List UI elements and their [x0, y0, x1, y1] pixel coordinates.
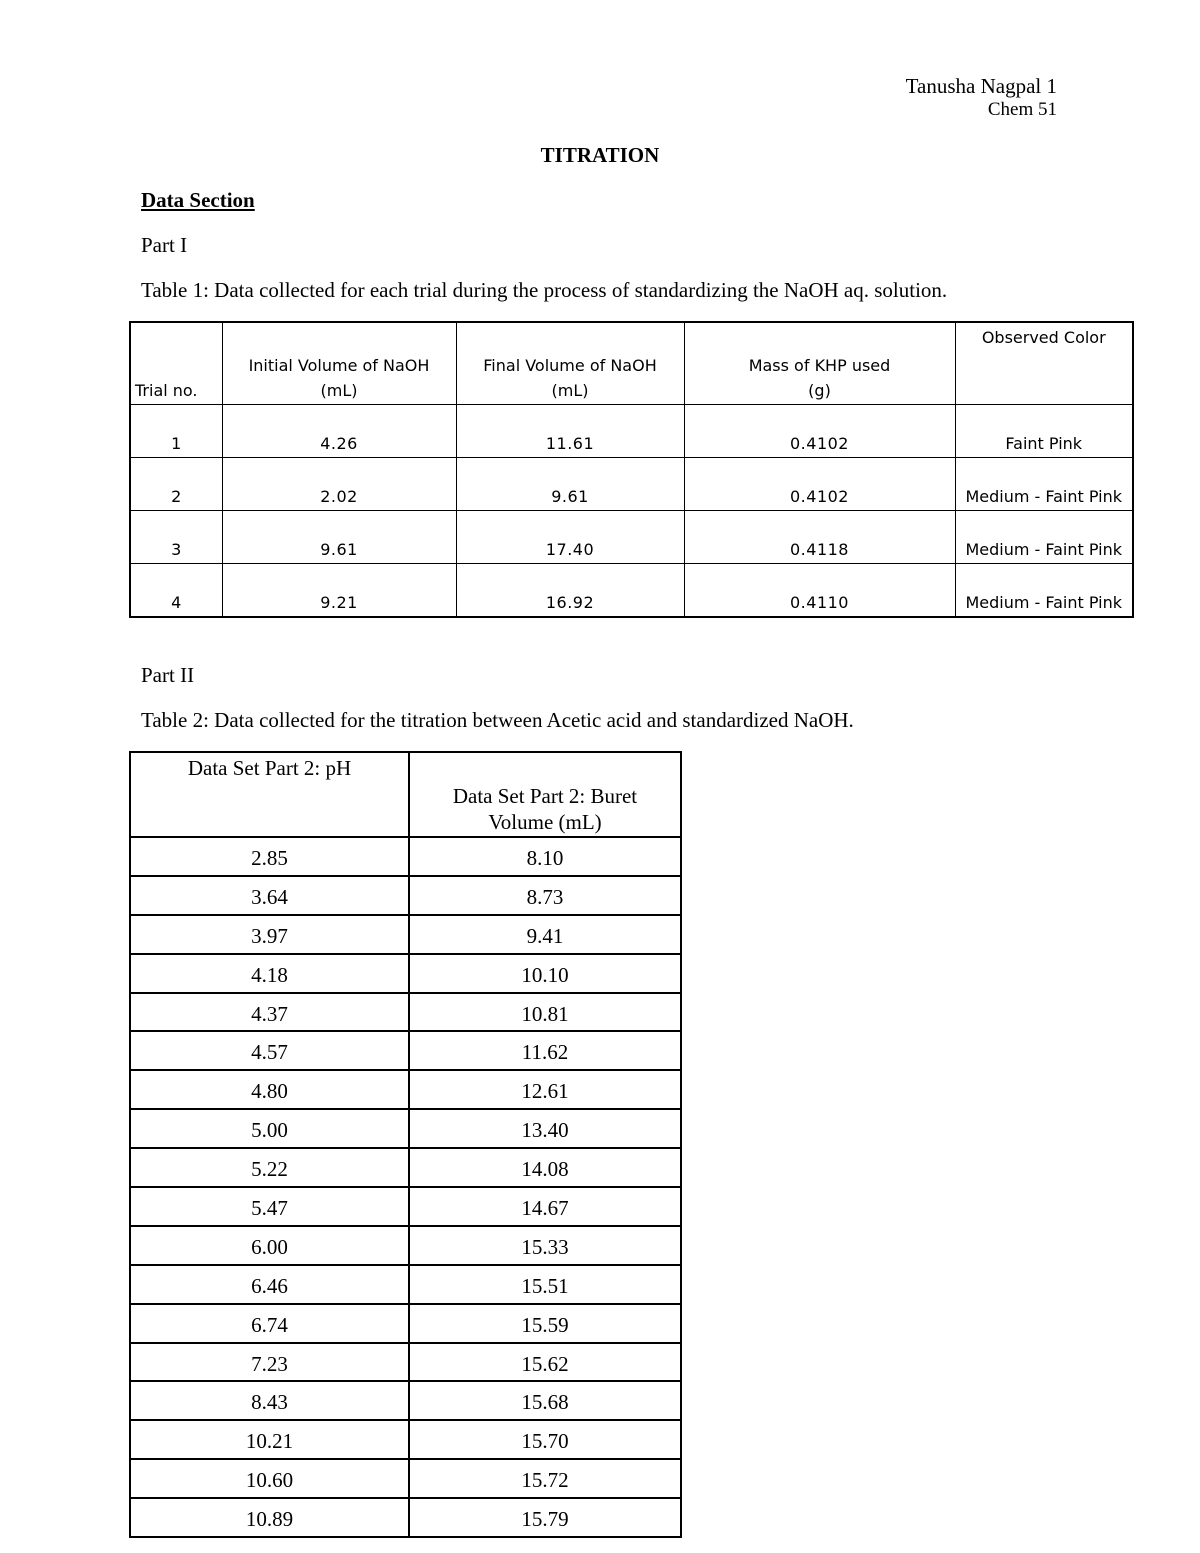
table-row: [130, 1381, 681, 1420]
ph-cell: 4.57: [130, 1031, 409, 1070]
buret-volume-cell: 13.40: [409, 1109, 681, 1148]
buret-volume-cell: 9.41: [409, 915, 681, 954]
initial-volume-cell: 9.61: [222, 511, 456, 564]
table-row: [130, 1498, 681, 1537]
ph-cell: 10.89: [130, 1498, 409, 1537]
table-row: [130, 1459, 681, 1498]
observed-color-cell: Medium - Faint Pink: [955, 458, 1133, 511]
buret-volume-cell: 15.51: [409, 1265, 681, 1304]
ph-cell: 10.60: [130, 1459, 409, 1498]
observed-color-cell: Medium - Faint Pink: [955, 511, 1133, 564]
ph-cell: 10.21: [130, 1420, 409, 1459]
buret-volume-cell: 10.81: [409, 993, 681, 1032]
part2-label: Part II: [141, 663, 195, 687]
table-row: [130, 993, 681, 1032]
buret-volume-cell: 8.73: [409, 876, 681, 915]
trial-cell: 4: [130, 564, 222, 618]
table1-header-final: Final Volume of NaOH (mL): [456, 322, 684, 405]
buret-volume-cell: 14.08: [409, 1148, 681, 1187]
table2-acetic-acid-titration: [129, 751, 682, 1538]
table2-header-row: [130, 752, 681, 837]
table-row: [130, 458, 1133, 511]
table-row: [130, 837, 681, 876]
initial-volume-cell: 4.26: [222, 405, 456, 458]
buret-volume-cell: 15.33: [409, 1226, 681, 1265]
ph-cell: 8.43: [130, 1381, 409, 1420]
trial-cell: 2: [130, 458, 222, 511]
khp-mass-cell: 0.4118: [684, 511, 955, 564]
khp-mass-cell: 0.4102: [684, 458, 955, 511]
ph-cell: 7.23: [130, 1343, 409, 1382]
ph-cell: 6.00: [130, 1226, 409, 1265]
table-row: [130, 1265, 681, 1304]
table-row: [130, 1070, 681, 1109]
buret-volume-cell: 11.62: [409, 1031, 681, 1070]
buret-volume-cell: 15.79: [409, 1498, 681, 1537]
final-volume-cell: 9.61: [456, 458, 684, 511]
table1-header-mass: Mass of KHP used (g): [684, 322, 955, 405]
ph-cell: 4.18: [130, 954, 409, 993]
observed-color-cell: Faint Pink: [955, 405, 1133, 458]
author-line: Tanusha Nagpal 1: [905, 74, 1057, 98]
table-row: [130, 876, 681, 915]
buret-volume-cell: 12.61: [409, 1070, 681, 1109]
table1-header-color: Observed Color: [955, 322, 1133, 405]
buret-volume-cell: 14.67: [409, 1187, 681, 1226]
ph-cell: 6.74: [130, 1304, 409, 1343]
table-row: [130, 1109, 681, 1148]
ph-cell: 5.00: [130, 1109, 409, 1148]
ph-cell: 5.47: [130, 1187, 409, 1226]
table2-body: [130, 837, 681, 1537]
data-section-heading: Data Section: [141, 188, 255, 212]
buret-volume-cell: 8.10: [409, 837, 681, 876]
course-line: Chem 51: [987, 99, 1057, 120]
part1-label: Part I: [141, 233, 188, 257]
khp-mass-cell: 0.4102: [684, 405, 955, 458]
table-row: [130, 405, 1133, 458]
ph-cell: 4.37: [130, 993, 409, 1032]
initial-volume-cell: 2.02: [222, 458, 456, 511]
ph-cell: 5.22: [130, 1148, 409, 1187]
table-row: [130, 1187, 681, 1226]
buret-volume-cell: 15.70: [409, 1420, 681, 1459]
final-volume-cell: 11.61: [456, 405, 684, 458]
ph-cell: 4.80: [130, 1070, 409, 1109]
page-header: [906, 74, 1057, 122]
table1-header-row: [130, 322, 1133, 405]
table-row: [130, 511, 1133, 564]
table1-header-initial: Initial Volume of NaOH (mL): [222, 322, 456, 405]
document-title: TITRATION: [540, 143, 660, 167]
khp-mass-cell: 0.4110: [684, 564, 955, 618]
table-row: [130, 915, 681, 954]
buret-volume-cell: 15.68: [409, 1381, 681, 1420]
final-volume-cell: 17.40: [456, 511, 684, 564]
buret-volume-cell: 15.72: [409, 1459, 681, 1498]
final-volume-cell: 16.92: [456, 564, 684, 618]
table1-standardization: [129, 321, 1134, 618]
trial-cell: 3: [130, 511, 222, 564]
table1-header-trial: Trial no.: [130, 322, 222, 405]
ph-cell: 3.64: [130, 876, 409, 915]
table2-header-volume: Data Set Part 2: Buret Volume (mL): [409, 752, 681, 837]
buret-volume-cell: 15.59: [409, 1304, 681, 1343]
observed-color-cell: Medium - Faint Pink: [955, 564, 1133, 618]
table-row: [130, 564, 1133, 618]
ph-cell: 6.46: [130, 1265, 409, 1304]
table-row: [130, 1148, 681, 1187]
buret-volume-cell: 10.10: [409, 954, 681, 993]
table1-caption: Table 1: Data collected for each trial during the process of standardizing the NaOH aq. solution.: [141, 278, 948, 302]
table-row: [130, 1420, 681, 1459]
table-row: [130, 954, 681, 993]
table-row: [130, 1031, 681, 1070]
ph-cell: 2.85: [130, 837, 409, 876]
table-row: [130, 1304, 681, 1343]
table-row: [130, 1343, 681, 1382]
trial-cell: 1: [130, 405, 222, 458]
ph-cell: 3.97: [130, 915, 409, 954]
initial-volume-cell: 9.21: [222, 564, 456, 618]
buret-volume-cell: 15.62: [409, 1343, 681, 1382]
table2-header-ph: Data Set Part 2: pH: [130, 752, 409, 837]
table-row: [130, 1226, 681, 1265]
table2-caption: Table 2: Data collected for the titration between Acetic acid and standardized NaOH.: [141, 708, 854, 732]
